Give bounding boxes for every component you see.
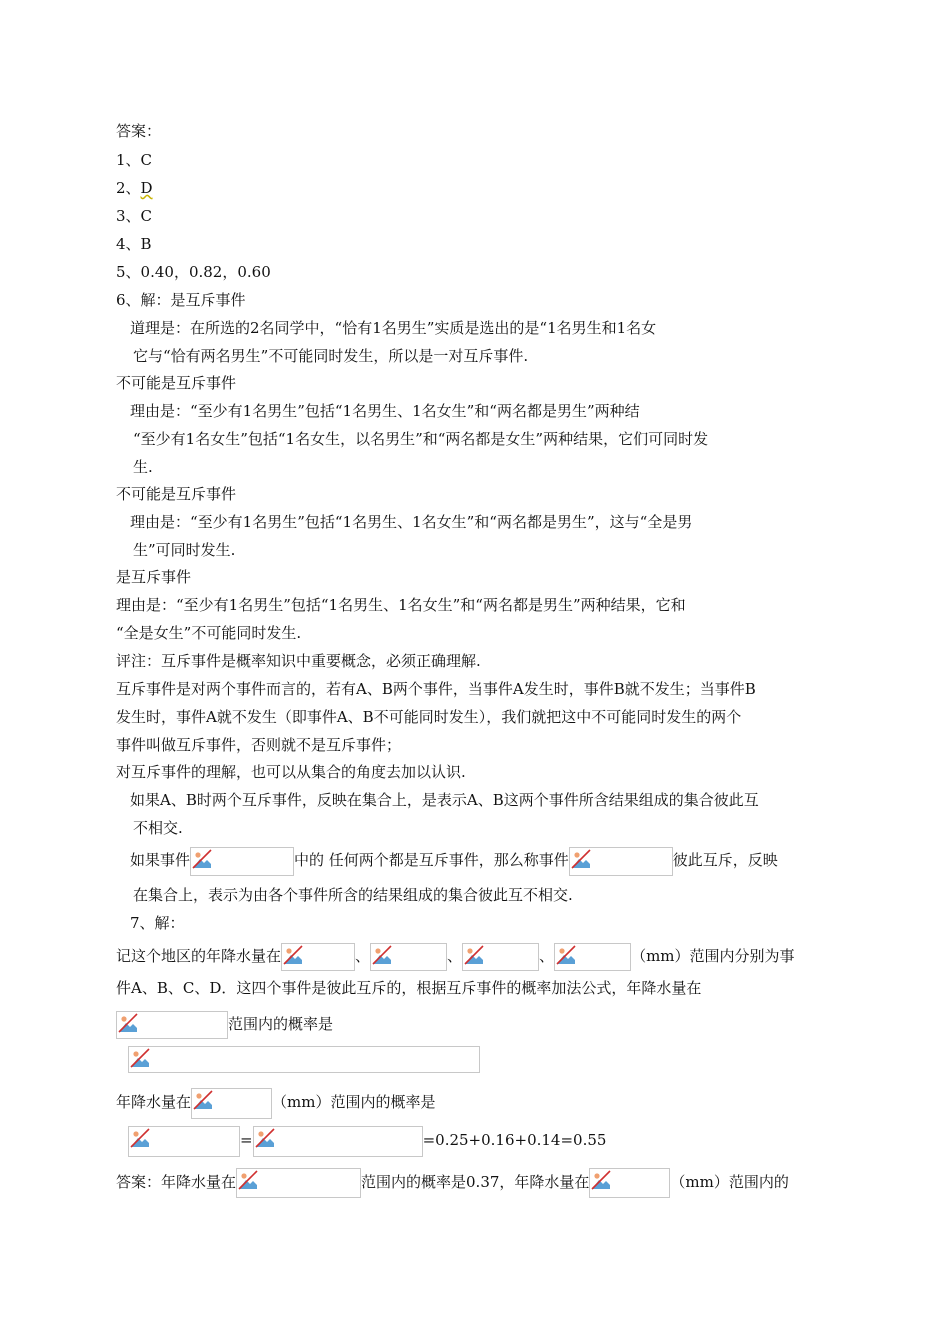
answer-2: 2、D xyxy=(116,179,153,197)
formula-image xyxy=(128,1126,240,1157)
answer-3: 3、C xyxy=(116,207,153,225)
q6-p2a: 理由是：“至少有1名男生”包括“1名男生、1名女生”和“两名都是男生”两种结 xyxy=(130,402,640,420)
q6-s1a: 如果A、B时两个互斥事件，反映在集合上，是表示A、B这两个事件所含结果组成的集合彼此互 xyxy=(130,791,759,809)
q7-row7: 答案：年降水量在 范围内的概率是0.37，年降水量在 （mm）范围内的 xyxy=(116,1167,789,1198)
q6-s2: 如果事件 中的 任何两个都是互斥事件，那么称事件 彼此互斥，反映 xyxy=(130,846,778,876)
answer-4: 4、B xyxy=(116,235,152,253)
formula-image xyxy=(370,943,447,971)
q7-row1: 记这个地区的年降水量在 、 、 、 （mm）范围内分别为事 xyxy=(116,942,795,971)
q6-h2: 不可能是互斥事件 xyxy=(116,374,237,392)
q6-p2b: “至少有1名女生”包括“1名女生，以名男生”和“两名都是女生”两种结果，它们可同时发 xyxy=(133,430,709,448)
q6-note: 评注：互斥事件是概率知识中重要概念，必须正确理解. xyxy=(116,652,481,670)
q6-p3b: 生”可同时发生. xyxy=(133,541,236,559)
q7-row4 xyxy=(128,1046,480,1073)
q6-p1b: 它与“恰有两名男生”不可能同时发生，所以是一对互斥事件. xyxy=(133,347,529,365)
formula-image xyxy=(236,1168,361,1198)
q7-row5: 年降水量在 （mm）范围内的概率是 xyxy=(116,1087,435,1119)
q6-h4: 是互斥事件 xyxy=(116,568,192,586)
q6-h3: 不可能是互斥事件 xyxy=(116,485,237,503)
formula-image xyxy=(128,1046,480,1073)
formula-image xyxy=(554,943,631,971)
q7-row3: 范围内的概率是 xyxy=(116,1010,333,1039)
q7-head: 7、解： xyxy=(130,914,185,932)
formula-image xyxy=(462,943,539,971)
answer-5: 5、0.40，0.82，0.60 xyxy=(116,263,271,281)
q6-p4a: 理由是：“至少有1名男生”包括“1名男生、1名女生”和“两名都是男生”两种结果，它和 xyxy=(116,596,686,614)
q6-p1a: 道理是：在所选的2名同学中，“恰有1名男生”实质是选出的是“1名男生和1名女 xyxy=(130,319,657,337)
formula-image xyxy=(589,1168,670,1198)
answers-title: 答案： xyxy=(116,122,162,140)
formula-image xyxy=(191,1088,272,1119)
q6-p4b: “全是女生”不可能同时发生. xyxy=(116,624,302,642)
formula-image xyxy=(116,1011,228,1039)
formula-image xyxy=(253,1126,423,1157)
q6-p2c: 生. xyxy=(133,458,153,476)
q6-p3a: 理由是：“至少有1名男生”包括“1名男生、1名女生”和“两名都是男生”，这与“全是男 xyxy=(130,513,693,531)
formula-image xyxy=(190,847,294,876)
q6-s2b: 在集合上，表示为由各个事件所含的结果组成的集合彼此互不相交. xyxy=(133,886,573,904)
q6-e2: 发生时，事件A就不发生（即事件A、B不可能同时发生），我们就把这中不可能同时发生的两个 xyxy=(116,708,742,726)
answer-1: 1、C xyxy=(116,151,153,169)
formula-image xyxy=(569,847,673,876)
q7-row6: = =0.25+0.16+0.14=0.55 xyxy=(128,1125,606,1157)
q7-row2: 件A、B、C、D．这四个事件是彼此互斥的，根据互斥事件的概率加法公式，年降水量在 xyxy=(116,979,702,997)
q6-e4: 对互斥事件的理解，也可以从集合的角度去加以认识. xyxy=(116,763,466,781)
q6-e1: 互斥事件是对两个事件而言的，若有A、B两个事件，当事件A发生时，事件B就不发生；当事件B xyxy=(116,680,756,698)
q6-s1b: 不相交. xyxy=(133,819,183,837)
formula-image xyxy=(281,943,355,971)
q6-e3: 事件叫做互斥事件，否则就不是互斥事件； xyxy=(116,736,402,754)
q6-head: 6、解：是互斥事件 xyxy=(116,291,246,309)
